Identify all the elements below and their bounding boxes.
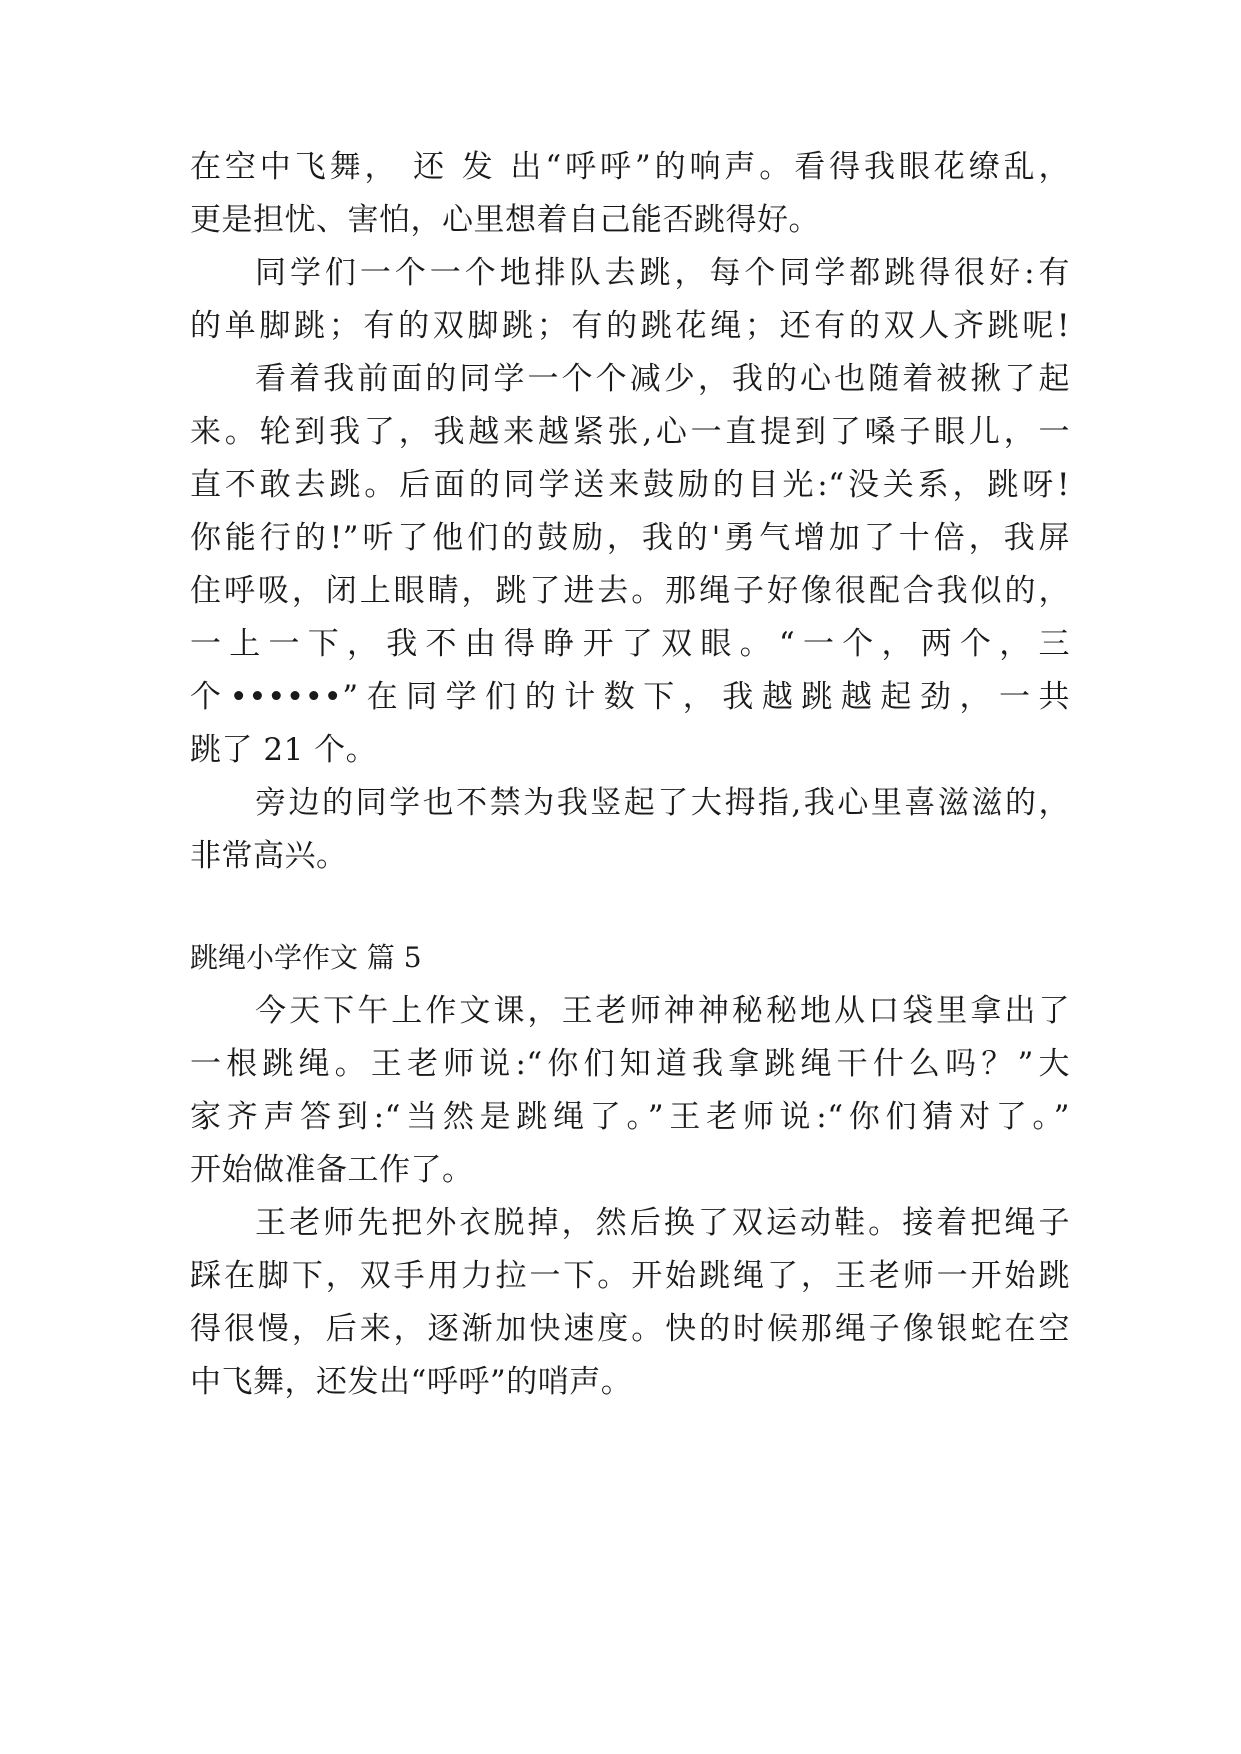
text-line: 一根跳绳。王老师说:“你们知道我拿跳绳干什么吗？”大 [190,1046,1070,1082]
text-line: 你能行的!”听了他们的鼓励，我的'勇气增加了十倍，我屏 [190,520,1070,556]
section-heading: 跳绳小学作文 篇 5 [190,941,422,974]
text-line: 中飞舞，还发出“呼呼”的哨声。 [190,1364,633,1400]
text-line: 个••••••”在同学们的计数下，我越跳越起劲，一共 [190,679,1070,715]
text-line: 跳了 21 个。 [190,732,378,768]
text-line: 非常高兴。 [190,838,348,874]
text-line: 来。轮到我了，我越来越紧张,心一直提到了嗓子眼儿，一 [190,414,1070,450]
text-line: 旁边的同学也不禁为我竖起了大拇指,我心里喜滋滋的， [255,785,1070,821]
text-line: 的单脚跳；有的双脚跳；有的跳花绳；还有的双人齐跳呢! [190,308,1070,344]
text-line: 在空中飞舞， 还 发 出“呼呼”的响声。看得我眼花缭乱， [190,149,1070,185]
text-line: 住呼吸，闭上眼睛，跳了进去。那绳子好像很配合我似的， [190,573,1070,609]
text-line: 家齐声答到:“当然是跳绳了。”王老师说:“你们猜对了。” [190,1099,1070,1135]
text-line: 今天下午上作文课，王老师神神秘秘地从口袋里拿出了 [255,993,1070,1029]
text-line: 踩在脚下，双手用力拉一下。开始跳绳了，王老师一开始跳 [190,1258,1070,1294]
text-line: 得很慢，后来，逐渐加快速度。快的时候那绳子像银蛇在空 [190,1311,1070,1347]
text-line: 同学们一个一个地排队去跳，每个同学都跳得很好:有 [255,255,1070,291]
text-line: 一上一下，我不由得睁开了双眼。“一个，两个，三 [190,626,1070,662]
text-line: 王老师先把外衣脱掉，然后换了双运动鞋。接着把绳子 [255,1205,1070,1241]
text-line: 开始做准备工作了。 [190,1152,474,1188]
text-line: 直不敢去跳。后面的同学送来鼓励的目光:“没关系，跳呀! [190,467,1070,503]
text-line: 更是担忧、害怕，心里想着自己能否跳得好。 [190,202,820,238]
text-line: 看着我前面的同学一个个减少，我的心也随着被揪了起 [255,361,1070,397]
